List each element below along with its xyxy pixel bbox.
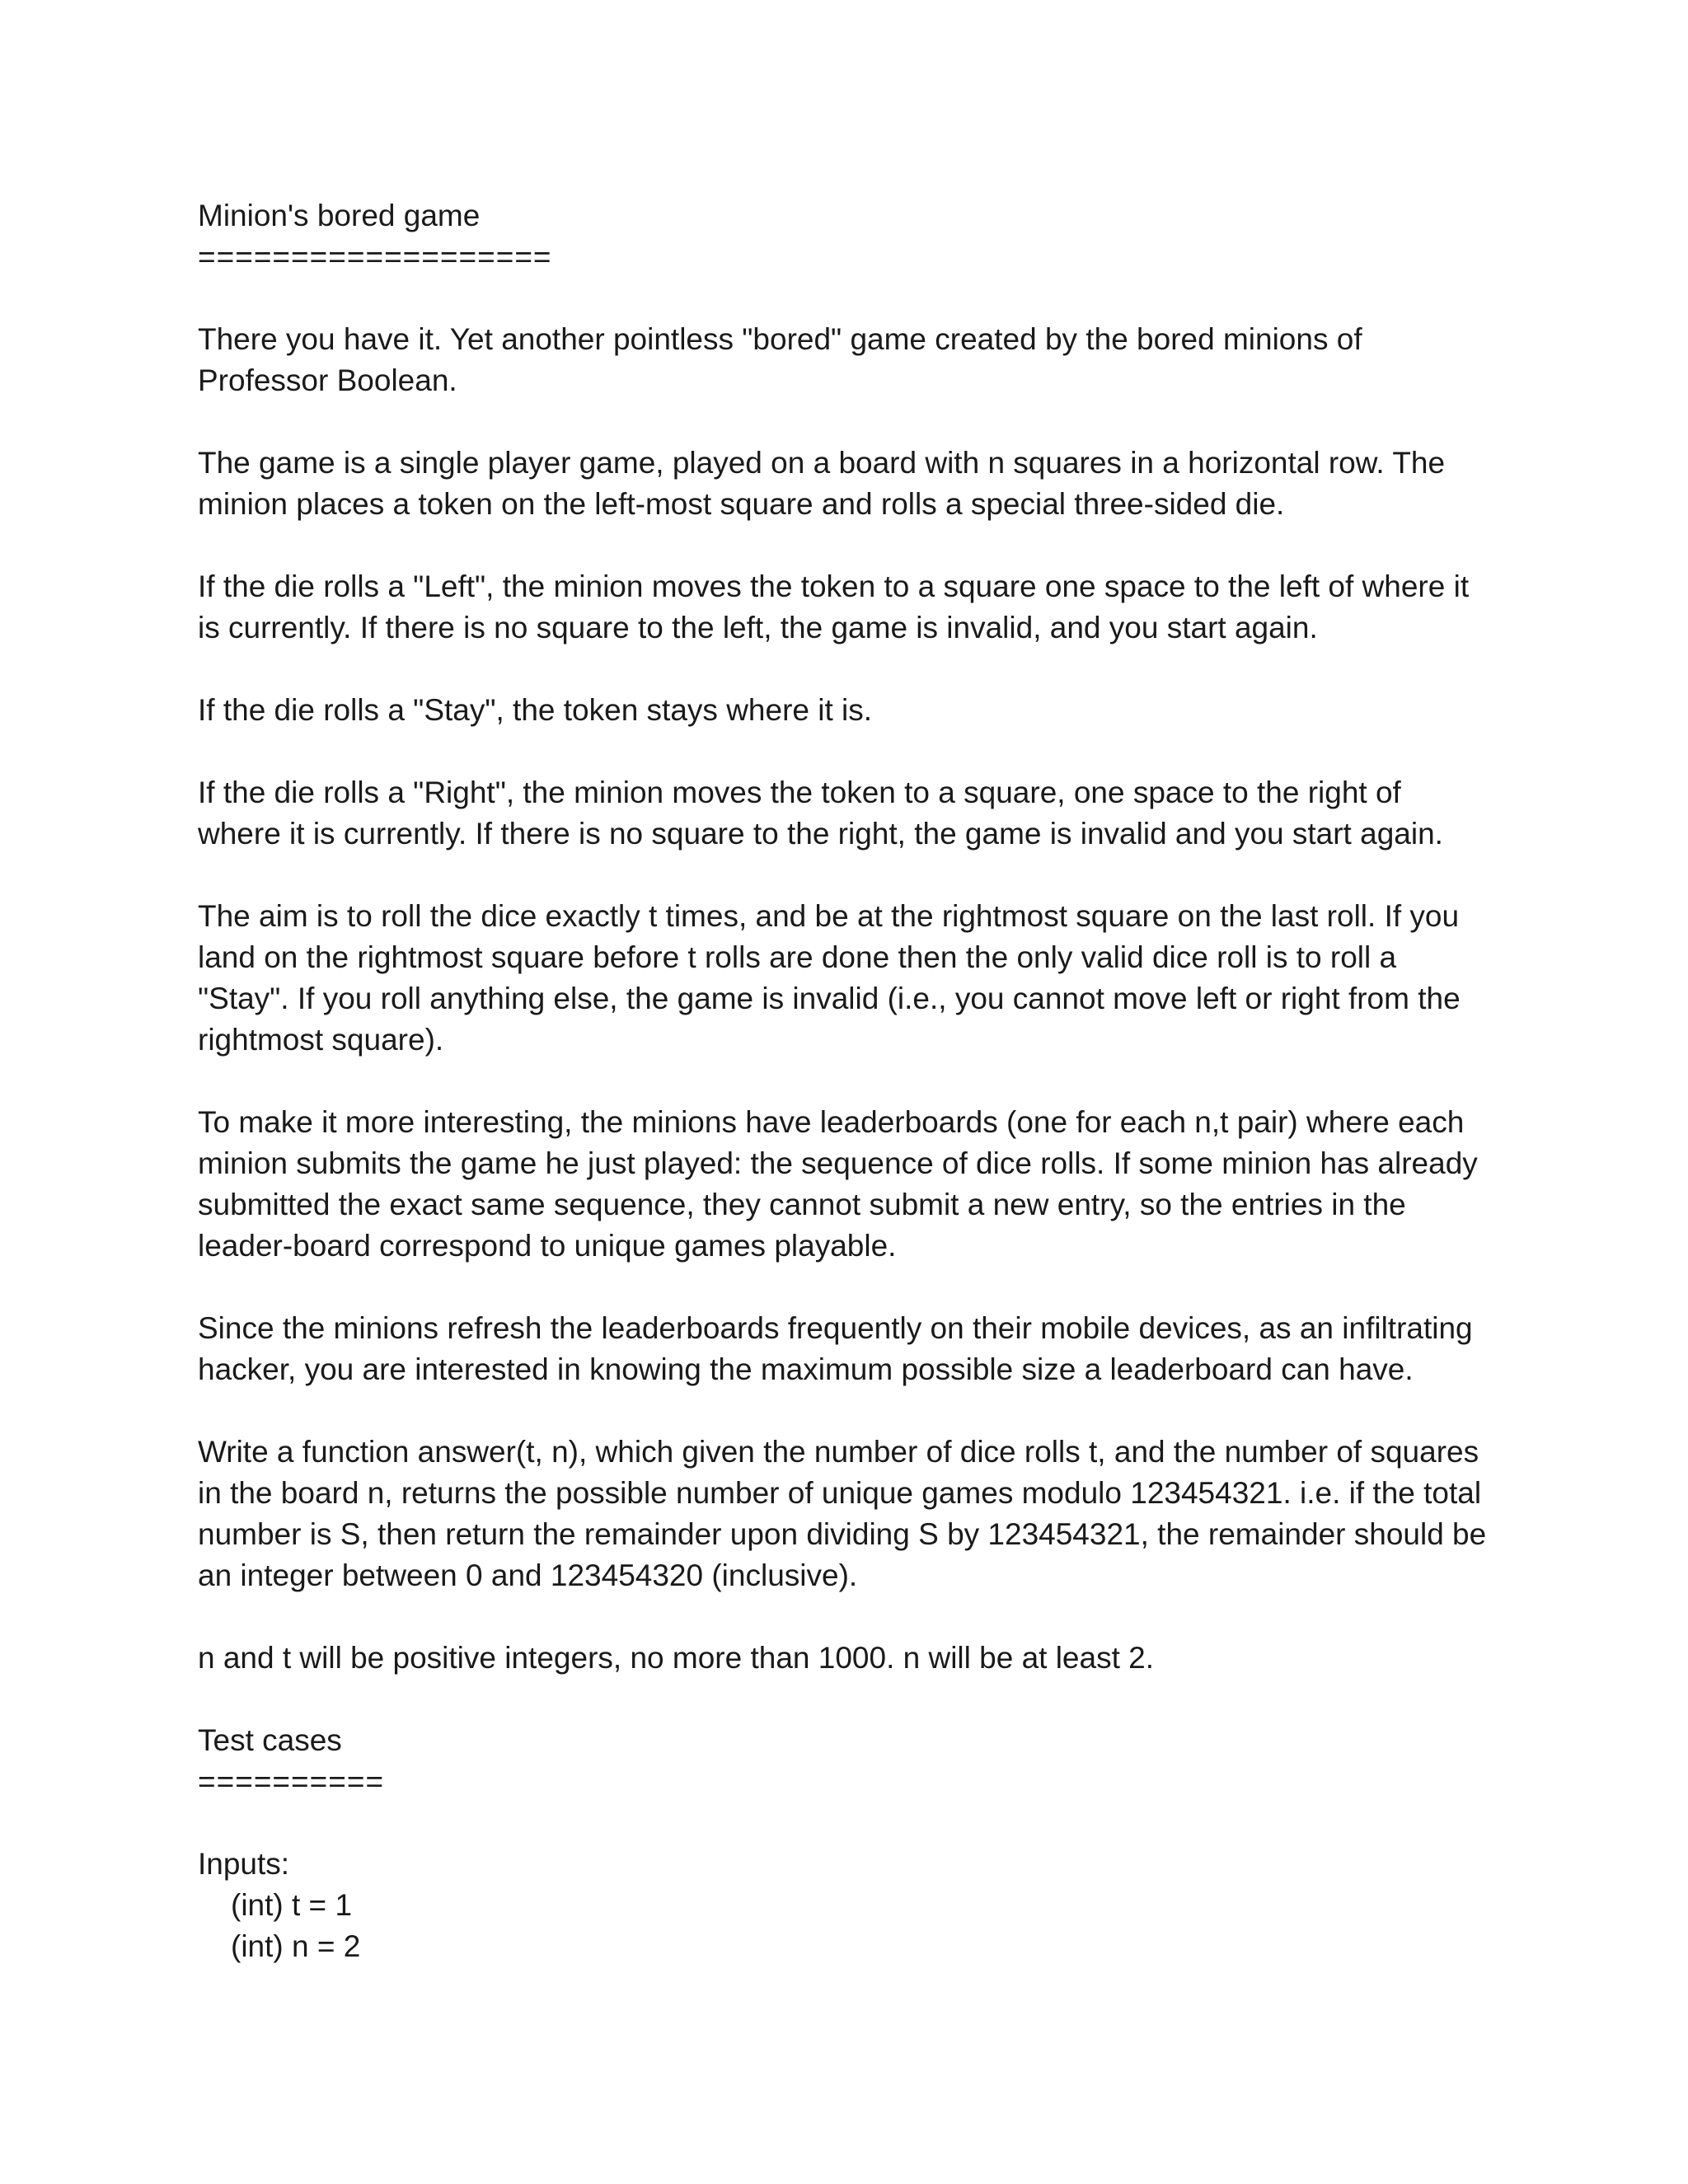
test-case-inputs bbox=[198, 1844, 1490, 1967]
inputs-label: Inputs: bbox=[198, 1847, 290, 1881]
paragraph-function-spec: Write a function answer(t, n), which given the number of dice rolls t, and the number of squares in the board n, returns the possible number of unique games modulo 123454321. i.e. if the total number is S, then return the remainder upon dividing S by 123454321, the remainder should be an integer between 0 and 123454320 (inclusive). bbox=[198, 1435, 1487, 1592]
paragraph-hacker: Since the minions refresh the leaderboards frequently on their mobile devices, as an infiltrating hacker, you are interested in knowing the maximum possible size a leaderboard can have. bbox=[198, 1311, 1473, 1386]
paragraph-left-roll: If the die rolls a "Left", the minion moves the token to a square one space to the left of where it is currently. If there is no square to the left, the game is invalid, and you start again. bbox=[198, 569, 1470, 644]
title-underline: =================== bbox=[198, 240, 552, 274]
title-block bbox=[198, 195, 1490, 278]
input-n: (int) n = 2 bbox=[231, 1929, 361, 1963]
input-t: (int) t = 1 bbox=[231, 1888, 353, 1922]
paragraph-game-setup: The game is a single player game, played on a board with n squares in a horizontal row. The minion places a token on the left-most square and rolls a special three-sided die. bbox=[198, 446, 1446, 521]
paragraph-aim: The aim is to roll the dice exactly t times, and be at the rightmost square on the last roll. If you land on the rightmost square before t rolls are done then the only valid dice roll is to roll a "Stay". If you roll anything else, the game is invalid (i.e., you cannot move left or right from the rightmost square). bbox=[198, 899, 1461, 1057]
paragraph-leaderboards: To make it more interesting, the minions have leaderboards (one for each n,t pair) where each minion submits the game he just played: the sequence of dice rolls. If some minion has already submitted the exact same sequence, they cannot submit a new entry, so the entries in the leader-board correspond to unique games playable. bbox=[198, 1105, 1478, 1263]
paragraph-stay-roll: If the die rolls a "Stay", the token stays where it is. bbox=[198, 693, 873, 727]
test-cases-underline: ========== bbox=[198, 1765, 385, 1798]
paragraph-right-roll: If the die rolls a "Right", the minion moves the token to a square, one space to the right of where it is currently. If there is no square to the right, the game is invalid and you start again. bbox=[198, 776, 1443, 851]
test-cases-heading: Test cases bbox=[198, 1723, 342, 1757]
page-title: Minion's bored game bbox=[198, 199, 481, 232]
paragraph-constraints: n and t will be positive integers, no more than 1000. n will be at least 2. bbox=[198, 1641, 1155, 1675]
test-cases-heading-block bbox=[198, 1720, 1490, 1802]
paragraph-intro: There you have it. Yet another pointless "bored" game created by the bored minions of Professor Boolean. bbox=[198, 322, 1362, 397]
